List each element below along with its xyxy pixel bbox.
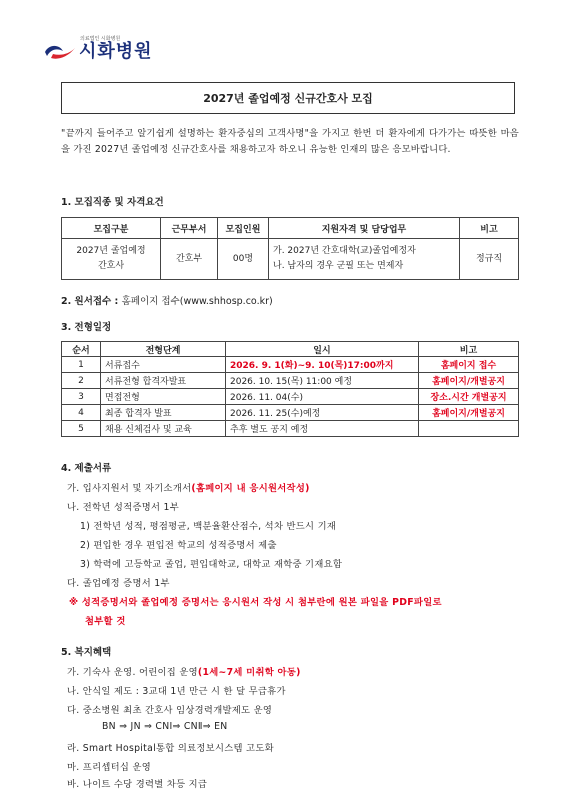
doc-item-b: 나. 전학년 성적증명서 1부 bbox=[67, 502, 180, 513]
benefit-item-a bbox=[67, 664, 301, 678]
cell-note: 홈페이지 접수 bbox=[419, 357, 519, 373]
doc-item-b1: 1) 전학년 성적, 평점평균, 백분율환산점수, 석차 반드시 기재 bbox=[80, 521, 337, 532]
doc-item-b2: 2) 편입한 경우 편입전 학교의 성적증명서 제출 bbox=[80, 540, 277, 551]
cell-qualification bbox=[269, 239, 460, 280]
doc-item-b3: 3) 학력에 고등학교 졸업, 편입대학교, 대학교 재학중 기재요함 bbox=[80, 559, 343, 570]
header-count: 모집인원 bbox=[218, 218, 269, 239]
header-date: 일시 bbox=[226, 342, 419, 357]
section4-heading: 4. 제출서류 bbox=[61, 463, 112, 474]
cell-date: 2026. 11. 04(수) bbox=[226, 389, 419, 405]
qualification-line1: 가. 2027년 간호대학(교)졸업예정자 bbox=[273, 246, 416, 256]
table-row bbox=[62, 421, 519, 437]
cell-note: 홈페이지/개별공지 bbox=[419, 373, 519, 389]
page-title: 2027년 졸업예정 신규간호사 모집 bbox=[61, 82, 515, 114]
cell-stage: 서류접수 bbox=[101, 357, 226, 373]
doc-note-line2: 첨부할 것 bbox=[85, 616, 126, 627]
benefit-item-f: 바. 나이트 수당 경력별 차등 지급 bbox=[67, 779, 208, 790]
table-header-row bbox=[62, 342, 519, 357]
cell-note bbox=[419, 421, 519, 437]
cell-order: 4 bbox=[62, 405, 101, 421]
header-order: 순서 bbox=[62, 342, 101, 357]
logo-subtitle: 의료법인 시화병원 bbox=[80, 36, 121, 42]
career-ladder: BN ⇒ JN ⇒ CNⅠ⇒ CNⅡ⇒ EN bbox=[102, 721, 228, 732]
table-row bbox=[62, 373, 519, 389]
header-category: 모집구분 bbox=[62, 218, 161, 239]
table-row bbox=[62, 357, 519, 373]
section1-heading: 1. 모집직종 및 자격요건 bbox=[61, 197, 164, 208]
doc-item-a-highlight: (홈페이지 내 응시원서작성) bbox=[191, 483, 310, 494]
cell-date: 추후 별도 공지 예정 bbox=[226, 421, 419, 437]
cell-stage: 면접전형 bbox=[101, 389, 226, 405]
recruitment-table bbox=[61, 217, 519, 280]
cell-count: 00명 bbox=[218, 239, 269, 280]
hospital-logo bbox=[43, 36, 153, 62]
table-row bbox=[62, 389, 519, 405]
benefit-item-d: 라. Smart Hospital통합 의료정보시스템 고도화 bbox=[67, 743, 274, 754]
header-dept: 근무부서 bbox=[161, 218, 218, 239]
benefit-item-e: 마. 프리셉터십 운영 bbox=[67, 762, 152, 773]
header-stage: 전형단계 bbox=[101, 342, 226, 357]
section5-heading: 5. 복지혜택 bbox=[61, 647, 112, 658]
cell-stage: 서류전형 합격자발표 bbox=[101, 373, 226, 389]
schedule-table bbox=[61, 341, 519, 437]
doc-item-a bbox=[67, 480, 310, 494]
section2 bbox=[61, 293, 273, 307]
cell-date: 2026. 9. 1(화)~9. 10(목)17:00까지 bbox=[226, 357, 419, 373]
cell-stage: 최종 합격자 발표 bbox=[101, 405, 226, 421]
cell-category bbox=[62, 239, 161, 280]
cell-order: 1 bbox=[62, 357, 101, 373]
section3-heading: 3. 전형일정 bbox=[61, 322, 112, 333]
benefit-item-a-text: 가. 기숙사 운영. 어린이집 운영 bbox=[67, 667, 198, 678]
intro-paragraph: "끝까지 들어주고 알기쉽게 설명하는 환자중심의 고객사명"을 가지고 한번 더 환자에게 다가가는 따뜻한 마음을 가진 2027년 졸업예정 신규간호사를 채용하고자 하오니 유능한 인재의 많은 응모바랍니다. bbox=[61, 128, 519, 155]
hospital-emblem-icon bbox=[43, 42, 77, 62]
cell-order: 2 bbox=[62, 373, 101, 389]
category-line2: 간호사 bbox=[97, 261, 125, 271]
table-row bbox=[62, 239, 519, 280]
section2-label: 2. 원서접수 : bbox=[61, 296, 119, 307]
cell-stage: 채용 신체검사 및 교육 bbox=[101, 421, 226, 437]
doc-item-c: 다. 졸업예정 증명서 1부 bbox=[67, 578, 170, 589]
doc-note-line1: ※ 성적증명서와 졸업예정 증명서는 응시원서 작성 시 첨부란에 원본 파일을 PDF파일로 bbox=[69, 597, 442, 608]
cell-dept: 간호부 bbox=[161, 239, 218, 280]
cell-date: 2026. 10. 15(목) 11:00 예정 bbox=[226, 373, 419, 389]
benefit-item-a-highlight: (1세~7세 미취학 아동) bbox=[197, 667, 301, 678]
header-note: 비고 bbox=[419, 342, 519, 357]
category-line1: 2027년 졸업예정 bbox=[76, 246, 146, 256]
benefit-item-c: 다. 중소병원 최초 간호사 임상경력개발제도 운영 bbox=[67, 705, 273, 716]
cell-order: 3 bbox=[62, 389, 101, 405]
application-url: 홈페이지 접수(www.shhosp.co.kr) bbox=[121, 296, 273, 307]
logo-name: 시화병원 bbox=[79, 41, 153, 62]
header-note: 비고 bbox=[460, 218, 519, 239]
cell-order: 5 bbox=[62, 421, 101, 437]
cell-note: 정규직 bbox=[460, 239, 519, 280]
qualification-line2: 나. 남자의 경우 군필 또는 면제자 bbox=[273, 261, 404, 271]
table-header-row bbox=[62, 218, 519, 239]
benefit-item-b: 나. 안식일 제도 : 3교대 1년 만근 시 한 달 무급휴가 bbox=[67, 686, 286, 697]
doc-item-a-text: 가. 입사지원서 및 자기소개서 bbox=[67, 483, 192, 494]
header-qualification: 지원자격 및 담당업무 bbox=[269, 218, 460, 239]
cell-date: 2026. 11. 25(수)예정 bbox=[226, 405, 419, 421]
table-row bbox=[62, 405, 519, 421]
cell-note: 홈페이지/개별공지 bbox=[419, 405, 519, 421]
cell-note: 장소.시간 개별공지 bbox=[419, 389, 519, 405]
